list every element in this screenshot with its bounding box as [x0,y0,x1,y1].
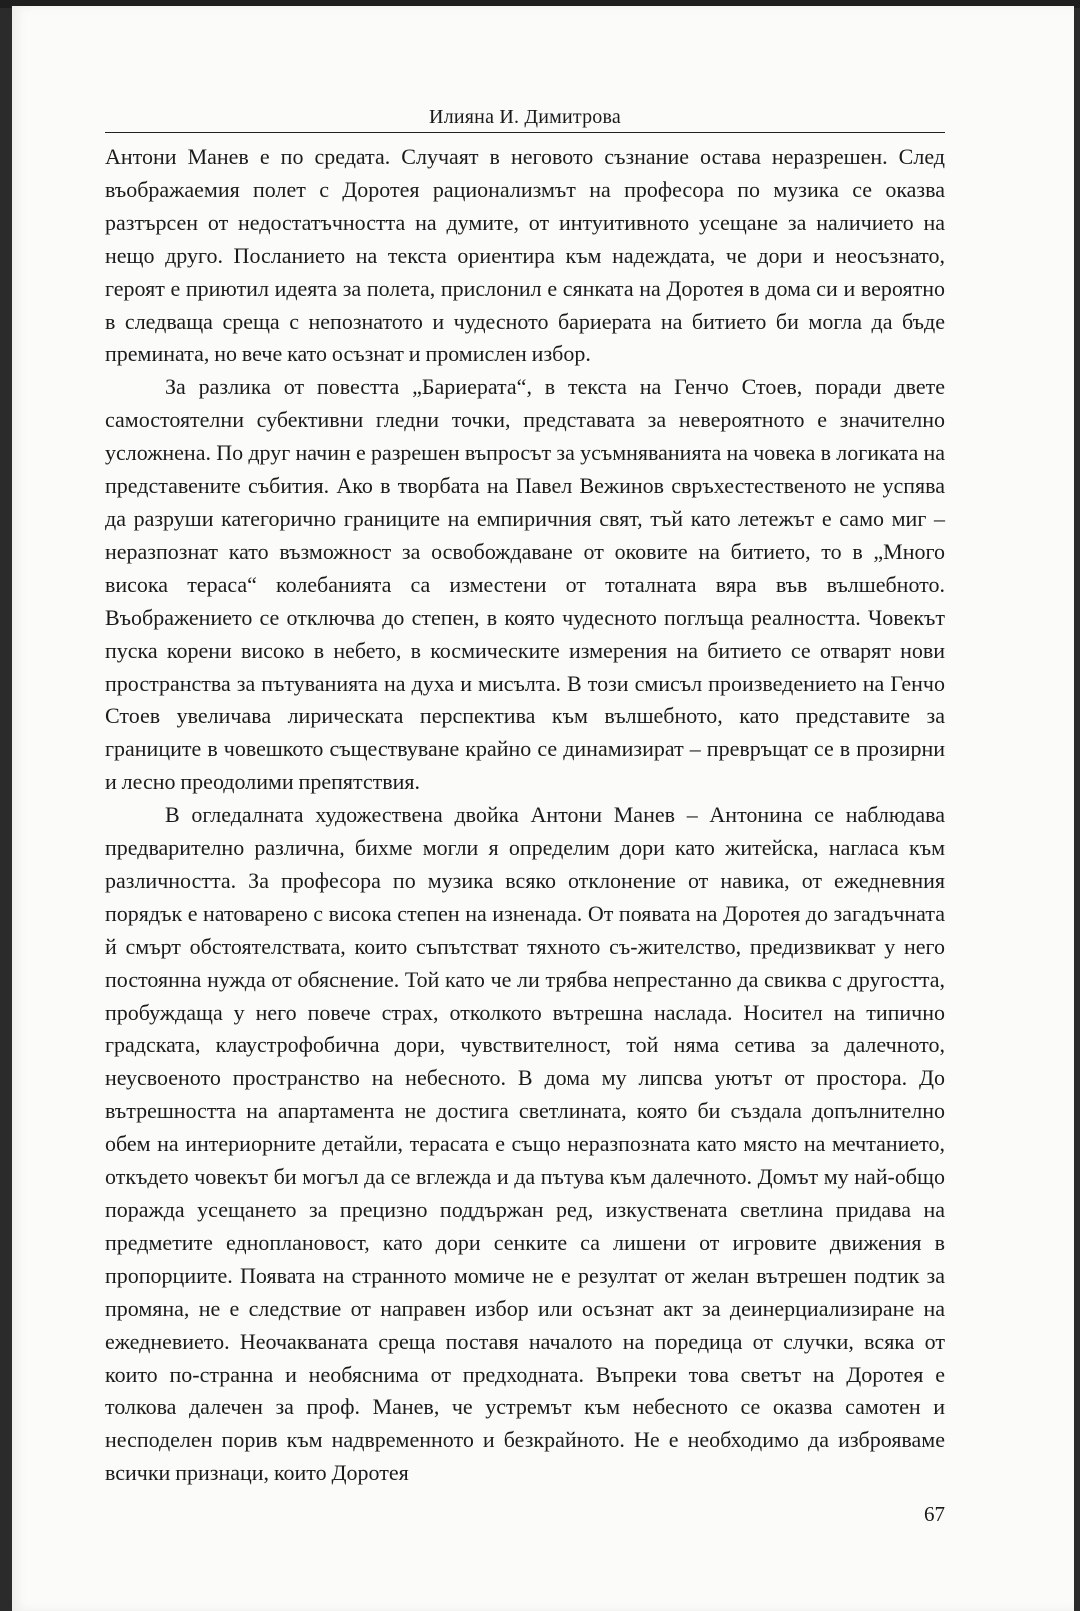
paragraph-3: В огледалната художествена двойка Антони Манев – Антонина се наблюдава предварително различна, бихме могли я определим дори като житейска, нагласа към различността. За професора по музика всяко отклонение от навика, от ежедневния порядък е натоварено с висока степен на изненада. От появата на Доротея до загадъчната й смърт обстоятелствата, които съпътстват тяхното съ-жителство, предизвикват у него постоянна нужда от обяснение. Той като че ли трябва непрестанно да свиква с другостта, пробуждаща у него повече страх, отколкото вътрешна наслада. Носител на типично градската, клаустрофобична дори, чувствителност, той няма сетива за далечното, неусвоеното пространство на небесното. В дома му липсва уютът от простора. До вътрешността на апартамента не достига светлината, която би създала допълнително обем на интериорните детайли, терасата е също неразпозната като място на мечтанието, откъдето човекът би могъл да се вглежда и да пътува към далечното. Домът му най-общо поражда усещането за прецизно поддържан ред, изкуствената светлина придава на предметите едноплановост, като дори сенките са лишени от игровите движения в пропорциите. Появата на странното момиче не е резултат от желан вътрешен подтик за промяна, не е следствие от направен избор или осъзнат акт за деинерциализиране на ежедневието. Неочакваната среща поставя началото на поредица от случки, всяка от които по-странна и необяснима от предходната. Въпреки това светът на Доротея е толкова далечен за проф. Манев, че устремът към небесното се оказва самотен и несподелен порив към надвременното и безкрайното. Не е необходимо да изброяваме всички признаци, които Доротея [105,802,945,1486]
body-text [105,141,945,1490]
book-page [12,6,1074,1611]
header-rule [105,132,945,133]
running-head-author: Илияна И. Димитрова [429,106,621,128]
page-number: 67 [924,1502,945,1526]
paragraph-1: Антони Манев е по средата. Случаят в неговото съзнание остава неразрешен. След въображаемия полет с Доротея рационализмът на професора по музика се оказва разтърсен от недостатъчността на думите, от интуитивното усещане за наличието на нещо друго. Посланието на текста ориентира към надеждата, че дори и неосъзнато, героят е приютил идеята за полета, прислонил е сянката на Доротея в дома си и вероятно в следваща среща с непознатото и чудесното бариерата на битието би могла да бъде премината, но вече като осъзнат и промислен избор. [105,144,945,367]
paragraph-2: За разлика от повестта „Бариерата“, в текста на Генчо Стоев, поради двете самостоятелни субективни гледни точки, представата за невероятното е значително усложнена. По друг начин е разрешен въпросът за усъмняванията на човека в логиката на представените събития. Ако в творбата на Павел Вежинов свръхестественото не успява да разруши категорично границите на емпиричния свят, тъй като летежът е само миг – неразпознат като възможност за освобождаване от оковите на битието, то в „Много висока тераса“ колебанията са изместени от тоталната вяра във вълшебното. Въображението се отключва до степен, в която чудесното поглъща реалността. Човекът пуска корени високо в небето, в космическите измерения на битието се отварят нови пространства за пътуванията на духа и мисълта. В този смисъл произведението на Генчо Стоев увеличава лирическата перспектива към вълшебното, като представите за границите в човешкото съществуване крайно се динамизират – превръщат се в прозирни и лесно преодолими препятствия. [105,374,945,795]
